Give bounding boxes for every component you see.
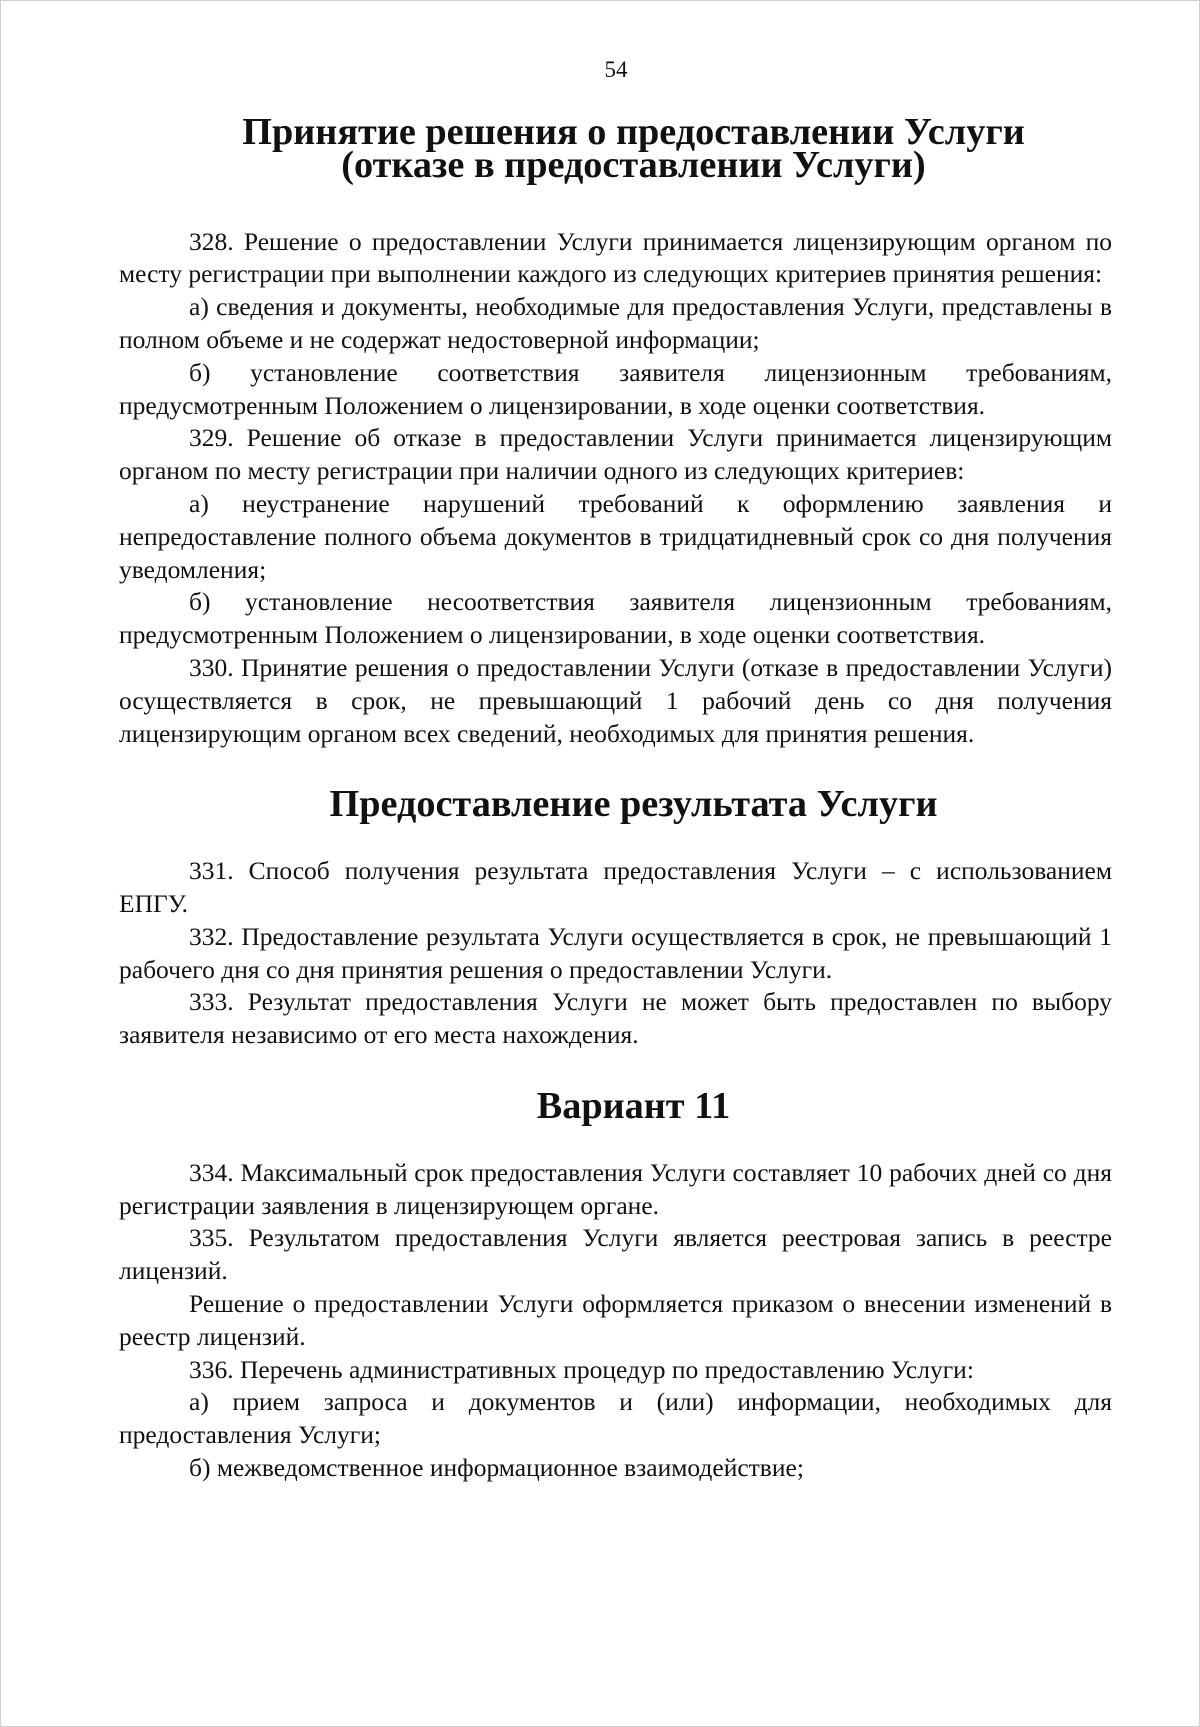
paragraph-329-b: б) установление несоответствия заявителя лицензионным требованиям, предусмотренным Положением о лицензировании, в ходе оценки соответствия. [119,587,1112,650]
page-number: 54 [604,57,628,82]
paragraph-335-decision: Решение о предоставлении Услуги оформляется приказом о внесении изменений в реестр лицензий. [119,1288,1112,1351]
paragraph-329-a: а) неустранение нарушений требований к оформлению заявления и непредоставление полного объема документов в тридцатидневный срок со дня получения уведомления; [119,488,1112,584]
paragraph-330: 330. Принятие решения о предоставлении Услуги (отказе в предоставлении Услуги) осуществляется в срок, не превышающий 1 рабочий день со дня получения лицензирующим органом всех сведений, необходимых для принятия решения. [119,652,1112,748]
paragraph-332: 332. Предоставление результата Услуги осуществляется в срок, не превышающий 1 рабочего дня со дня принятия решения о предоставлении Услуги. [119,921,1112,984]
paragraph-328-a: а) сведения и документы, необходимые для предоставления Услуги, представлены в полном объеме и не содержат недостоверной информации; [119,292,1112,354]
document-body [119,111,1112,1485]
paragraph-336-a: а) прием запроса и документов и (или) информации, необходимых для предоставления Услуги; [119,1387,1112,1450]
paragraph-331: 331. Способ получения результата предоставления Услуги – с использованием ЕПГУ. [119,856,1112,918]
paragraph-333: 333. Результат предоставления Услуги не может быть предоставлен по выбору заявителя независимо от его места нахождения. [119,987,1112,1050]
heading-line-2: (отказе в предоставлении Услуги) [341,143,926,186]
paragraph-328-b: б) установление соответствия заявителя лицензионным требованиям, предусмотренным Положением о лицензировании, в ходе оценки соответствия. [119,357,1112,420]
paragraph-336-b: б) межведомственное информационное взаимодействие; [189,1452,804,1482]
heading-line-1: Принятие решения о предоставлении Услуги [242,111,1025,153]
paragraph-328: 328. Решение о предоставлении Услуги принимается лицензирующим органом по месту регистрации при выполнении каждого из следующих критериев принятия решения: [119,226,1112,289]
paragraph-329: 329. Решение об отказе в предоставлении Услуги принимается лицензирующим органом по месту регистрации при наличии одного из следующих критериев: [119,423,1112,486]
section-heading-variant-11: Вариант 11 [536,1084,731,1127]
paragraph-334: 334. Максимальный срок предоставления Услуги составляет 10 рабочих дней со дня регистрации заявления в лицензирующем органе. [119,1157,1112,1220]
paragraph-336: 336. Перечень административных процедур по предоставлению Услуги: [189,1354,974,1384]
paragraph-335: 335. Результатом предоставления Услуги является реестровая запись в реестре лицензий. [119,1223,1112,1286]
section-heading-result: Предоставление результата Услуги [329,783,938,826]
section-heading-decision [119,111,1112,186]
